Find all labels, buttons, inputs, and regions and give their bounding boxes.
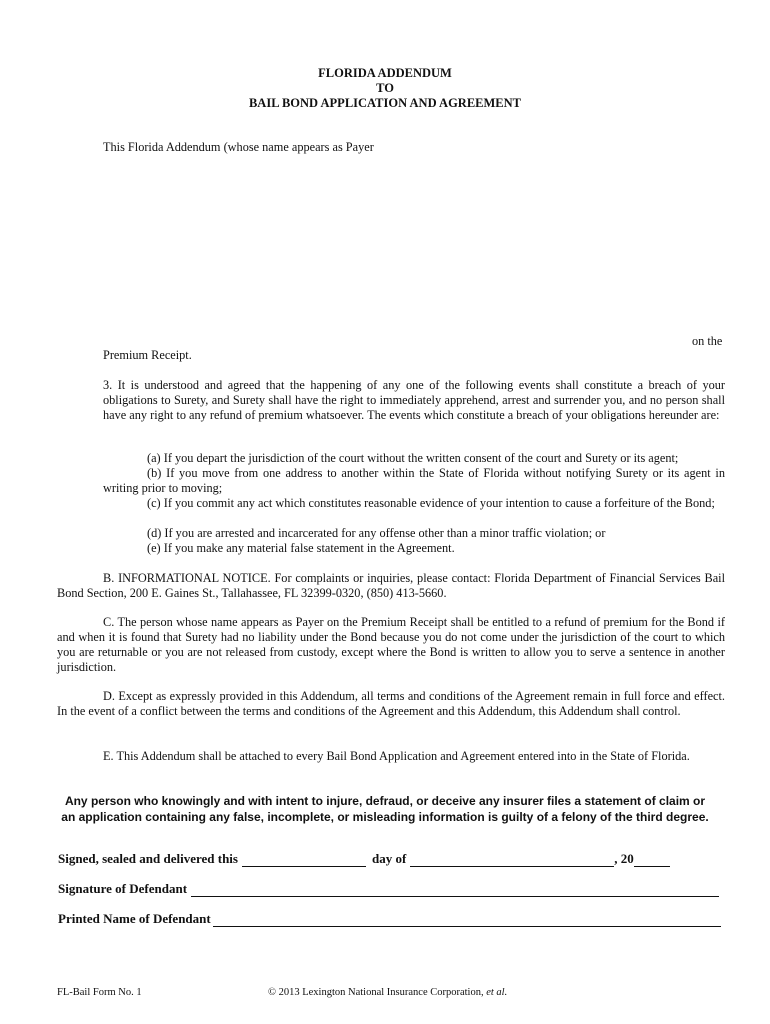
section-b-text: B. INFORMATIONAL NOTICE. For complaints or inquiries, please contact: Florida Department of Financial Services Bail Bond Section, 200 E. Gaines St., Tallahassee, FL 32399-0320, (850) 413-5660. <box>57 571 725 600</box>
breach-item-c: (c) If you commit any act which constitutes reasonable evidence of your intention to cause a forfeiture of the Bond; <box>147 496 715 510</box>
premium-receipt-text: Premium Receipt. <box>103 348 192 362</box>
section-e-text: E. This Addendum shall be attached to every Bail Bond Application and Agreement entered into in the State of Florida. <box>103 749 690 763</box>
signed-month-field[interactable] <box>410 853 614 867</box>
day-of-label: day of <box>371 851 407 866</box>
doc-title-line1: FLORIDA ADDENDUM <box>318 66 452 80</box>
section-d-text: D. Except as expressly provided in this Addendum, all terms and conditions of the Agreement remain in full force and effect. In the event of a conflict between the terms and conditions of the Agreement and this Addendum, this Addendum shall control. <box>57 689 725 718</box>
section-c-text: C. The person whose name appears as Payer on the Premium Receipt shall be entitled to a refund of premium for the Bond if and when it is found that Surety had no liability under the Bond because you do not come under the jurisdiction of the court to which you are returnable or you are not released from custody, except where the Bond is written to allow you to serve a sentence in another jurisdiction. <box>57 615 725 674</box>
doc-title-line3: BAIL BOND APPLICATION AND AGREEMENT <box>248 96 522 110</box>
breach-item-b: (b) If you move from one address to another within the State of Florida without notifying Surety or its agent in writing prior to moving; <box>103 466 725 495</box>
doc-title-line2: TO <box>376 81 394 95</box>
breach-item-a: (a) If you depart the jurisdiction of the court without the written consent of the court and Surety or its agent; <box>147 451 679 465</box>
breach-item-e: (e) If you make any material false statement in the Agreement. <box>147 541 455 555</box>
breach-item-d: (d) If you are arrested and incarcerated for any offense other than a minor traffic violation; or <box>147 526 606 540</box>
printed-name-label: Printed Name of Defendant <box>58 911 211 926</box>
signed-year-field[interactable] <box>634 853 670 867</box>
section-3-text: 3. It is understood and agreed that the happening of any one of the following events shall constitute a breach of your obligations to Surety, and Surety shall have the right to immediately apprehend, arrest and surrender you, and no person shall have any right to any refund of premium whatsoever. The events which constitute a breach of your obligations hereunder are: <box>103 378 725 422</box>
copyright-et-al: et al. <box>486 987 508 998</box>
signed-label: Signed, sealed and delivered this <box>58 851 238 866</box>
copyright-text: © 2013 Lexington National Insurance Corporation, <box>268 987 487 998</box>
intro-text: This Florida Addendum (whose name appears as Payer <box>103 140 374 154</box>
printed-name-field[interactable] <box>213 913 721 927</box>
signed-date-row <box>58 851 670 867</box>
form-number: FL-Bail Form No. 1 <box>57 987 142 998</box>
defendant-signature-field[interactable] <box>191 883 719 897</box>
fraud-warning: Any person who knowingly and with intent to injure, defraud, or deceive any insurer files a statement of claim or an application containing any false, incomplete, or misleading information is guilty of a felony of the third degree. <box>61 794 709 824</box>
defendant-signature-label: Signature of Defendant <box>58 881 188 896</box>
year-prefix-label: , 20 <box>614 851 634 866</box>
copyright-notice <box>268 986 507 999</box>
on-the-text: on the <box>692 334 723 348</box>
printed-name-row <box>58 911 721 927</box>
defendant-signature-row <box>58 881 719 897</box>
signed-day-field[interactable] <box>242 853 366 867</box>
